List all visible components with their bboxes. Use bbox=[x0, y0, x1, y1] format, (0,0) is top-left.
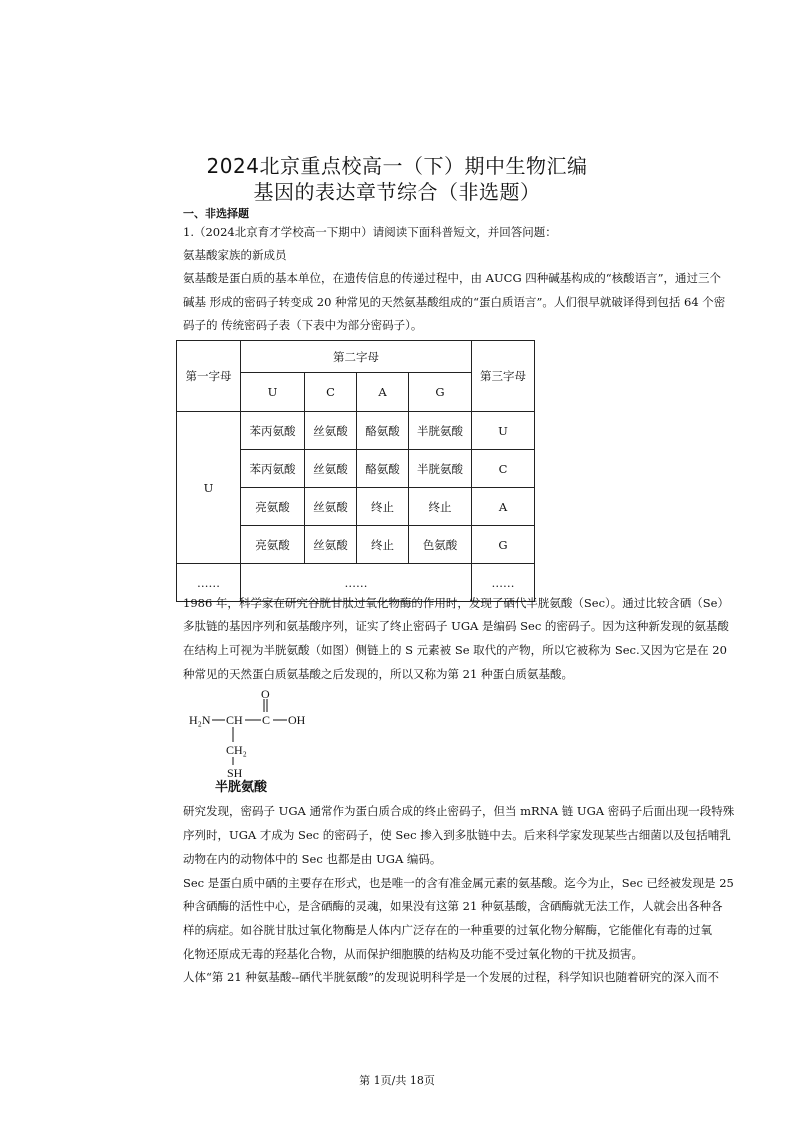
amino-acid-cell: 丝氨酸 bbox=[305, 488, 357, 526]
third-base-cell: A bbox=[472, 488, 535, 526]
third-letter-header: 第三字母 bbox=[472, 341, 535, 412]
thiol-label: SH bbox=[227, 766, 243, 778]
paragraph-line: 氨基酸是蛋白质的基本单位，在遗传信息的传递过程中，由 AUCG 四种碱基构成的“核酸语言”，通过三个 bbox=[183, 271, 722, 285]
amino-acid-cell: 终止 bbox=[409, 488, 472, 526]
paragraph-line: 样的病症。如谷胱甘肽过氧化物酶是人体内广泛存在的一种重要的过氧化物分解酶，它能催化有毒的过氧 bbox=[183, 923, 712, 937]
amino-acid-cell: 亮氨酸 bbox=[241, 488, 305, 526]
amino-acid-cell: 终止 bbox=[357, 488, 409, 526]
amino-group-label: H₂N bbox=[189, 713, 211, 727]
third-base-cell: U bbox=[472, 412, 535, 450]
paragraph-line: 种常见的天然蛋白质氨基酸之后发现的，所以又称为第 21 种蛋白质氨基酸。 bbox=[183, 667, 573, 681]
second-base-cell: C bbox=[305, 373, 357, 412]
amino-acid-cell: 丝氨酸 bbox=[305, 450, 357, 488]
paragraph-line: 1986 年，科学家在研究谷胱甘肽过氧化物酶的作用时，发现了硒代半胱氨酸（Sec）。通过比较含硒（Se） bbox=[183, 596, 729, 610]
paragraph-line: 码子的 传统密码子表（下表中为部分密码子）。 bbox=[183, 318, 423, 332]
oxygen-label: O bbox=[261, 688, 270, 701]
paragraph-line: 序列时，UGA 才成为 Sec 的密码子，使 Sec 掺入到多肽链中去。后来科学家发现某些古细菌以及包括哺乳 bbox=[183, 828, 731, 842]
amino-acid-cell: 丝氨酸 bbox=[305, 412, 357, 450]
amino-acid-cell: 苯丙氨酸 bbox=[241, 412, 305, 450]
amino-acid-cell: 终止 bbox=[357, 526, 409, 564]
ellipsis-cell: …… bbox=[472, 564, 535, 602]
paragraph-line: 多肽链的基因序列和氨基酸序列，证实了终止密码子 UGA 是编码 Sec 的密码子。因为这种新发现的氨基酸 bbox=[183, 619, 729, 633]
structure-caption: 半胱氨酸 bbox=[215, 780, 268, 795]
article-title: 氨基酸家族的新成员 bbox=[183, 248, 287, 262]
amino-acid-cell: 色氨酸 bbox=[409, 526, 472, 564]
amino-acid-cell: 酪氨酸 bbox=[357, 412, 409, 450]
second-base-cell: G bbox=[409, 373, 472, 412]
alpha-carbon-label: CH bbox=[226, 713, 243, 727]
ch2-label: CH₂ bbox=[226, 743, 247, 757]
hydroxyl-label: OH bbox=[288, 713, 306, 727]
ellipsis-cell: …… bbox=[241, 564, 472, 602]
carboxyl-carbon-label: C bbox=[262, 713, 271, 727]
paragraph-line: 动物在内的动物体中的 Sec 也都是由 UGA 编码。 bbox=[183, 852, 442, 866]
amino-acid-cell: 半胱氨酸 bbox=[409, 412, 472, 450]
first-letter-header: 第一字母 bbox=[177, 341, 241, 412]
amino-acid-cell: 苯丙氨酸 bbox=[241, 450, 305, 488]
third-base-cell: G bbox=[472, 526, 535, 564]
page-title: 2024北京重点校高一（下）期中生物汇编 bbox=[206, 154, 588, 178]
page-footer: 第 1页/共 18页 bbox=[359, 1074, 435, 1087]
cysteine-structure-diagram bbox=[183, 688, 333, 778]
second-base-cell: A bbox=[357, 373, 409, 412]
page-subtitle: 基因的表达章节综合（非选题） bbox=[253, 180, 541, 204]
section-heading: 一、非选择题 bbox=[183, 207, 249, 220]
paragraph-line: 碱基 形成的密码子转变成 20 种常见的天然氨基酸组成的“蛋白质语言”。人们很早就破译得到包括 64 个密 bbox=[183, 295, 726, 309]
paragraph-line: 人体“第 21 种氨基酸--硒代半胱氨酸”的发现说明科学是一个发展的过程，科学知识也随着研究的深入而不 bbox=[183, 970, 719, 984]
paragraph-line: Sec 是蛋白质中硒的主要存在形式，也是唯一的含有准金属元素的氨基酸。迄今为止，Sec 已经被发现是 25 bbox=[183, 876, 734, 890]
amino-acid-cell: 丝氨酸 bbox=[305, 526, 357, 564]
paragraph-line: 化物还原成无毒的羟基化合物，从而保护细胞膜的结构及功能不受过氧化物的干扰及损害。 bbox=[183, 947, 643, 961]
second-letter-header: 第二字母 bbox=[241, 341, 472, 373]
first-base-cell: U bbox=[177, 412, 241, 564]
amino-acid-cell: 酪氨酸 bbox=[357, 450, 409, 488]
amino-acid-cell: 半胱氨酸 bbox=[409, 450, 472, 488]
paragraph-line: 在结构上可视为半胱氨酸（如图）侧链上的 S 元素被 Se 取代的产物，所以它被称为 Sec.又因为它是在 20 bbox=[183, 643, 727, 657]
second-base-cell: U bbox=[241, 373, 305, 412]
question-intro: 1.（2024北京育才学校高一下期中）请阅读下面科普短文，并回答问题： bbox=[183, 225, 557, 239]
paragraph-line: 研究发现，密码子 UGA 通常作为蛋白质合成的终止密码子，但当 mRNA 链 UGA 密码子后面出现一段特殊 bbox=[183, 804, 735, 818]
paragraph-line: 种含硒酶的活性中心，是含硒酶的灵魂，如果没有这第 21 种氨基酸，含硒酶就无法工作，人就会出各种各 bbox=[183, 899, 723, 913]
amino-acid-cell: 亮氨酸 bbox=[241, 526, 305, 564]
codon-table bbox=[176, 340, 535, 602]
third-base-cell: C bbox=[472, 450, 535, 488]
ellipsis-cell: …… bbox=[177, 564, 241, 602]
